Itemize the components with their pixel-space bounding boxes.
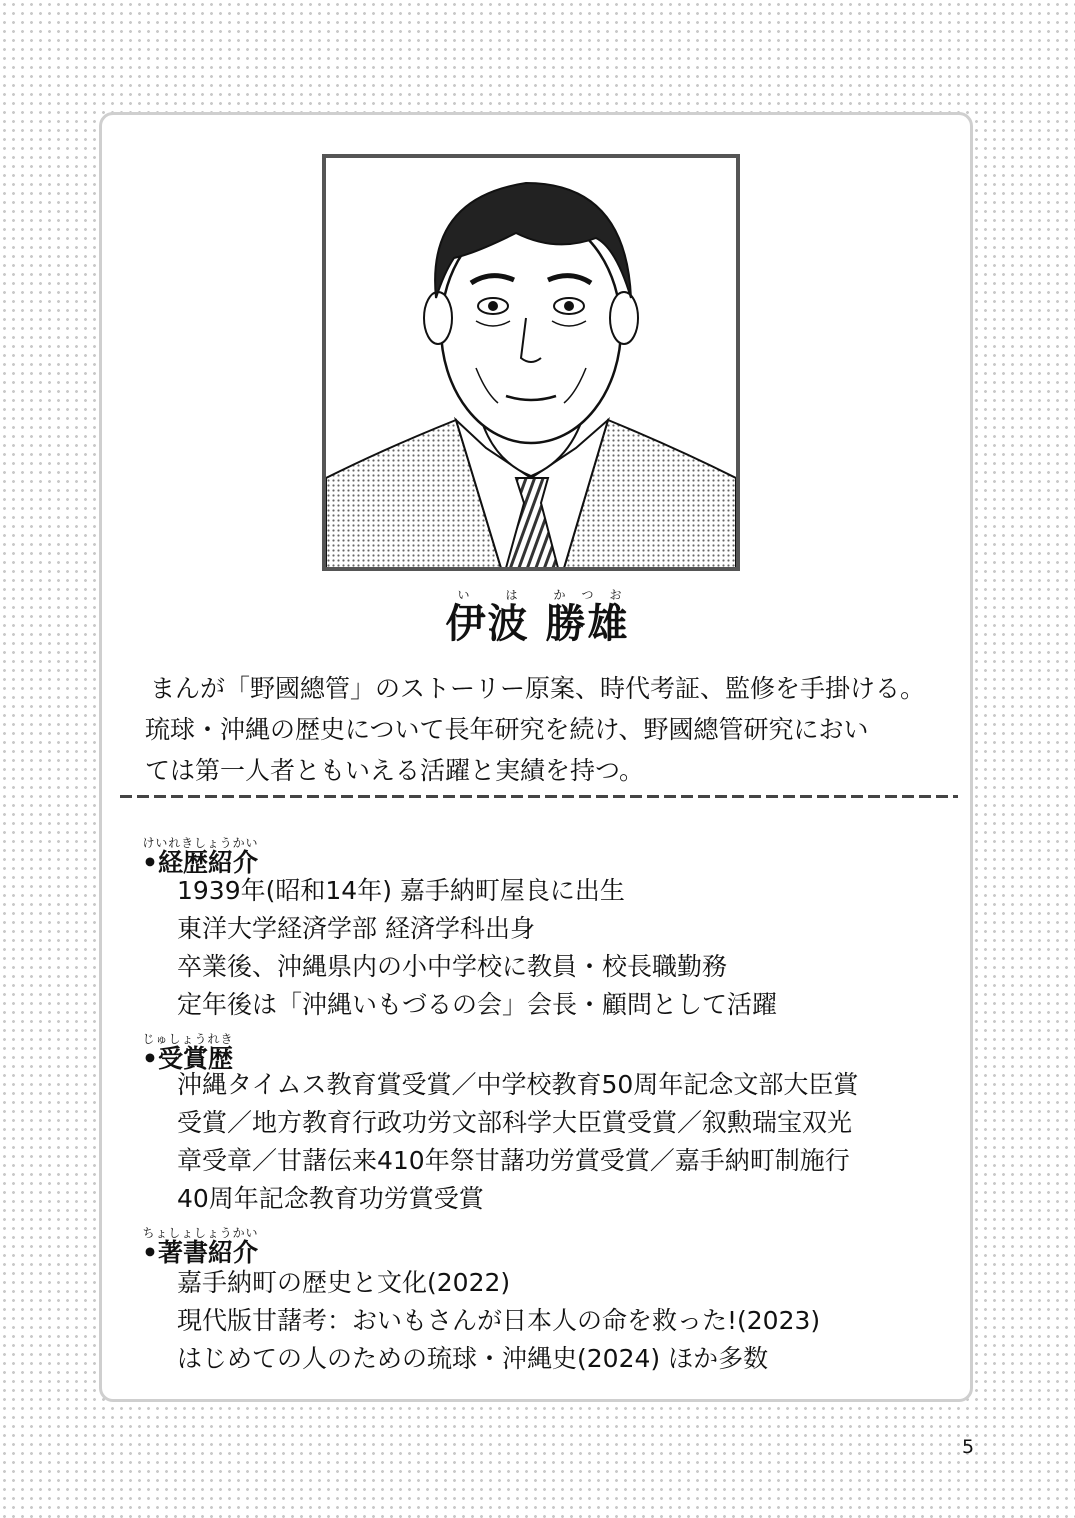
list-item: 卒業後、沖縄県内の小中学校に教員・校長職勤務 bbox=[177, 952, 728, 981]
list-item: 定年後は「沖縄いもづるの会」会長・顧問として活躍 bbox=[177, 990, 778, 1019]
books-list bbox=[177, 1264, 917, 1378]
given-name: 勝雄 bbox=[545, 601, 630, 647]
books-title-ruby: ちょしょしょうかい bbox=[142, 1226, 258, 1240]
awards-title-text: •受賞歴 bbox=[142, 1044, 233, 1073]
books-title bbox=[142, 1226, 258, 1268]
family-name-ruby: いは bbox=[445, 588, 530, 602]
list-item: 沖縄タイムス教育賞受賞／中学校教育50周年記念文部大臣賞 bbox=[177, 1070, 859, 1099]
list-item: 嘉手納町の歴史と文化(2022) bbox=[177, 1268, 511, 1297]
intro-line: 琉球・沖縄の歴史について長年研究を続け、野國總管研究におい bbox=[145, 715, 869, 744]
career-title-text: •経歴紹介 bbox=[142, 848, 258, 877]
family-name: 伊波 bbox=[445, 601, 530, 647]
dashed-divider bbox=[120, 795, 958, 798]
list-item: はじめての人のための琉球・沖縄史(2024) ほか多数 bbox=[177, 1344, 769, 1373]
list-item: 受賞／地方教育行政功労文部科学大臣賞受賞／叙勲瑞宝双光 bbox=[177, 1108, 853, 1137]
awards-list bbox=[177, 1066, 917, 1218]
list-item: 1939年(昭和14年) 嘉手納町屋良に出生 bbox=[177, 876, 625, 905]
list-item: 40周年記念教育功労賞受賞 bbox=[177, 1184, 484, 1213]
name-heading bbox=[0, 588, 1075, 649]
page-number: 5 bbox=[962, 1436, 975, 1458]
intro-line: ては第一人者ともいえる活躍と実績を持つ。 bbox=[145, 756, 645, 785]
portrait-illustration bbox=[322, 154, 740, 571]
books-title-text: •著書紹介 bbox=[142, 1238, 258, 1267]
awards-title-ruby: じゅしょうれき bbox=[142, 1032, 233, 1046]
career-title-ruby: けいれきしょうかい bbox=[142, 836, 258, 850]
list-item: 現代版甘藷考：おいもさんが日本人の命を救った!(2023) bbox=[177, 1306, 821, 1335]
list-item: 東洋大学経済学部 経済学科出身 bbox=[177, 914, 535, 943]
intro-paragraph bbox=[145, 668, 935, 791]
given-name-ruby: かつお bbox=[545, 588, 630, 602]
list-item: 章受章／甘藷伝来410年祭甘藷功労賞受賞／嘉手納町制施行 bbox=[177, 1146, 850, 1175]
intro-line: まんが「野國總管」のストーリー原案、時代考証、監修を手掛ける。 bbox=[150, 674, 926, 703]
career-list bbox=[177, 872, 917, 1024]
